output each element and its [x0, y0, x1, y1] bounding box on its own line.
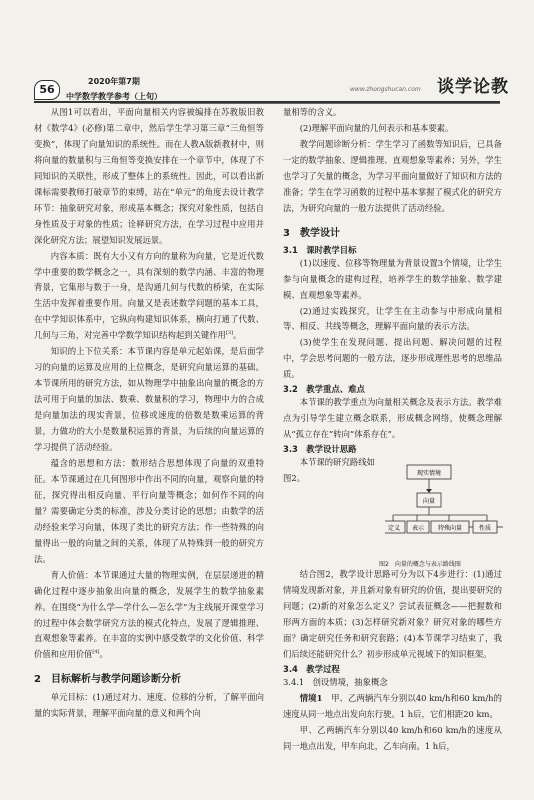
- paragraph: 单元目标：(1)通过对力、速度、位移的分析，了解平面向量的实际背景，理解平面向量的意义和两个向: [34, 692, 264, 719]
- journal-name: 中学数学教学参考（上旬）: [66, 92, 162, 101]
- figure-caption: 图2 向量的概念与表示路线图: [379, 561, 461, 569]
- fig-label-item: 特殊向量: [437, 525, 463, 533]
- paragraph: 育人价值：本节课通过大量的物理实例，在层层递进的精确化过程中逐步抽象出向量的概念，发展学生的数学抽象素养。在围绕“为什么学—学什么—怎么学”为主线展开课堂学习的过程中体会数学研究方法的模式化特点，发展了逻辑推理、直观想象等素养。在丰富的实例中感受数学的文化价值、科学价值和应用价值[4]。: [34, 569, 264, 660]
- fig-label-item: 性质: [478, 525, 492, 533]
- header-rule-thin: [110, 103, 500, 104]
- arrow-head: [426, 489, 432, 493]
- paragraph: (2)理解平面向量的几何表示和基本要素。: [299, 122, 454, 133]
- page-header: [0, 0, 534, 112]
- paragraph: 知识的上下位关系：本节课内容是单元起始课，是后面学习的向量的运算及应用的上位概念，是研究向量运算的基础。本节课所用的研究方法，如从物理学中抽象出向量的概念的方法可用于向量的加法、数乘、数量积的学习，物理中力的合成是向量加法的现实背景，位移或速度的倍数是数乘运算的背景，力做功的大小是数量积运算的背景，为后续的向量运算的学习提供了活动经验。: [34, 346, 264, 453]
- subsection-heading: 3.1 课时教学目标: [283, 244, 357, 255]
- page-number: 56: [34, 80, 60, 100]
- paragraph: (2)通过实践探究，让学生在主动参与中形成向量相等、相反、共线等概念，理解平面向量的表示方法。: [283, 305, 502, 332]
- fig-label-center: 向量: [422, 498, 436, 506]
- paragraph: 甲、乙两辆汽车分别以40 km/h和60 km/h的速度从同一地点出发，甲车向北，乙车向南。1 h后，: [283, 724, 502, 751]
- figure-2: [385, 461, 505, 557]
- paragraph: 本节课的研究路线如图2。: [283, 457, 375, 484]
- section-heading: 2 目标解析与教学问题诊断分析: [34, 674, 181, 686]
- route-diagram: [385, 461, 505, 557]
- paragraph: 结合图2，教学设计思路可分为以下4步进行：(1)通过情境发现新对象，并且新对象有研究的价值，提出要研究的问题；(2)新的对象怎么定义？尝试表征概念——把握数和形两方面的本质；(3)怎样研究新对象？研究对象的哪些方面？确定研究任务和研究套路；(4)本节课学习结束了，我们后续还能研究什么？初步形成单元视域下的知识框架。: [283, 569, 502, 659]
- paragraph: 蕴含的思想和方法：数形结合思想体现了向量的双重特征。本节课通过在几何图形中作出不同的向量，观察向量的特征，探究得出相反向量、平行向量等概念；如何作不同的向量？需要确定分类的标准，涉及分类讨论的思想；由数学的活动经验来学习向量，体现了类比的研究方法；作一些特殊的向量得出一般的向量之间的关系，体现了从特殊到一般的研究方法。: [34, 457, 264, 564]
- paragraph: 量相等的含义。: [283, 107, 342, 117]
- figure-side-text: [283, 455, 375, 487]
- situation-label: 情境1: [299, 692, 323, 703]
- subsubsection-heading: 3.4.1 创设情境，抽象概念: [283, 676, 388, 687]
- fig-label-item: 表示: [411, 525, 425, 533]
- paragraph: (1)以速度、位移等物理量为背景设置3个情境，让学生参与向量概念的建构过程，培养学生的数学抽象、数学建模、直观想象等素养。: [283, 257, 502, 300]
- paragraph: 内容本质：既有大小又有方向的量称为向量，它是近代数学中重要的数学概念之一，具有深刻的数学内涵、丰富的物理背景，它集形与数于一身，是沟通几何与代数的桥梁，在实际生活中发挥着重要作用。向量又是表述数学问题的基本工具，在中学知识体系中，它纵向构建知识体系，横向打通了代数、几何与三角，对完善中学数学知识结构起到关键作用[3]。: [34, 250, 264, 341]
- right-column: [283, 105, 502, 755]
- citation: [3]: [225, 330, 233, 337]
- left-column: [34, 105, 264, 722]
- fig-label-top: 现实情境: [416, 470, 442, 478]
- paragraph: 从图1可以看出，平面向量相关内容被编排在苏教版旧教材《数学4》(必修)第二章中，然后学生学习第三章“三角恒等变换”，体现了向量知识的系统性。而在人教A版新教材中，则将向量的数量积与三角恒等变换安排在一个章节中，体现了不同知识的关联性，形成了整体上的系统性。因此，可以看出新课标需要教师打破章节的束缚，站在“单元”的角度去设计教学环节：抽象研究对象，形成基本概念；探究对象性质，包括自身性质及于对象的性质；诠释研究方法，在学习过程中应用并深化研究方法；展望知识发展远景。: [34, 107, 264, 245]
- paragraph: 本节课的教学重点为向量相关概念及表示方法。教学难点为引导学生建立概念联系，形成概念网络，使概念理解从“孤立存在”转向“体系存在”。: [283, 397, 502, 440]
- column-title: 谈学论教: [437, 77, 509, 97]
- paragraph: 情境1 甲、乙两辆汽车分别以40 km/h和60 km/h的速度从同一地点出发向东行驶。1 h后，它们相距20 km。: [283, 692, 503, 719]
- paragraph: 教学问题诊断分析：学生学习了函数等知识后，已具备一定的数学抽象、逻辑推理、直观想象等素养；另外，学生也学习了矢量的概念，为学习平面向量做好了知识和方法的准备；学生在学习函数的过程中基本掌握了模式化的研究方法，为研究向量的一般方法提供了活动经验。: [283, 138, 502, 213]
- fig-label-item: 定义: [387, 525, 401, 533]
- subsection-heading: 3.4 教学过程: [283, 663, 340, 674]
- figure-wrap: [283, 455, 502, 567]
- subsection-heading: 3.3 教学设计思路: [283, 444, 357, 455]
- journal-url: www.zhongshucan.com: [350, 86, 421, 93]
- paragraph: (3)使学生在发现问题、提出问题、解决问题的过程中，学会思考问题的一般方法，逐步形成理性思考的思维品质。: [283, 337, 502, 380]
- citation: [4]: [92, 649, 100, 656]
- subsection-heading: 3.2 教学重点、难点: [283, 384, 365, 395]
- section-heading: 3 教学设计: [283, 227, 340, 239]
- issue-label: 2020年第7期: [88, 77, 140, 86]
